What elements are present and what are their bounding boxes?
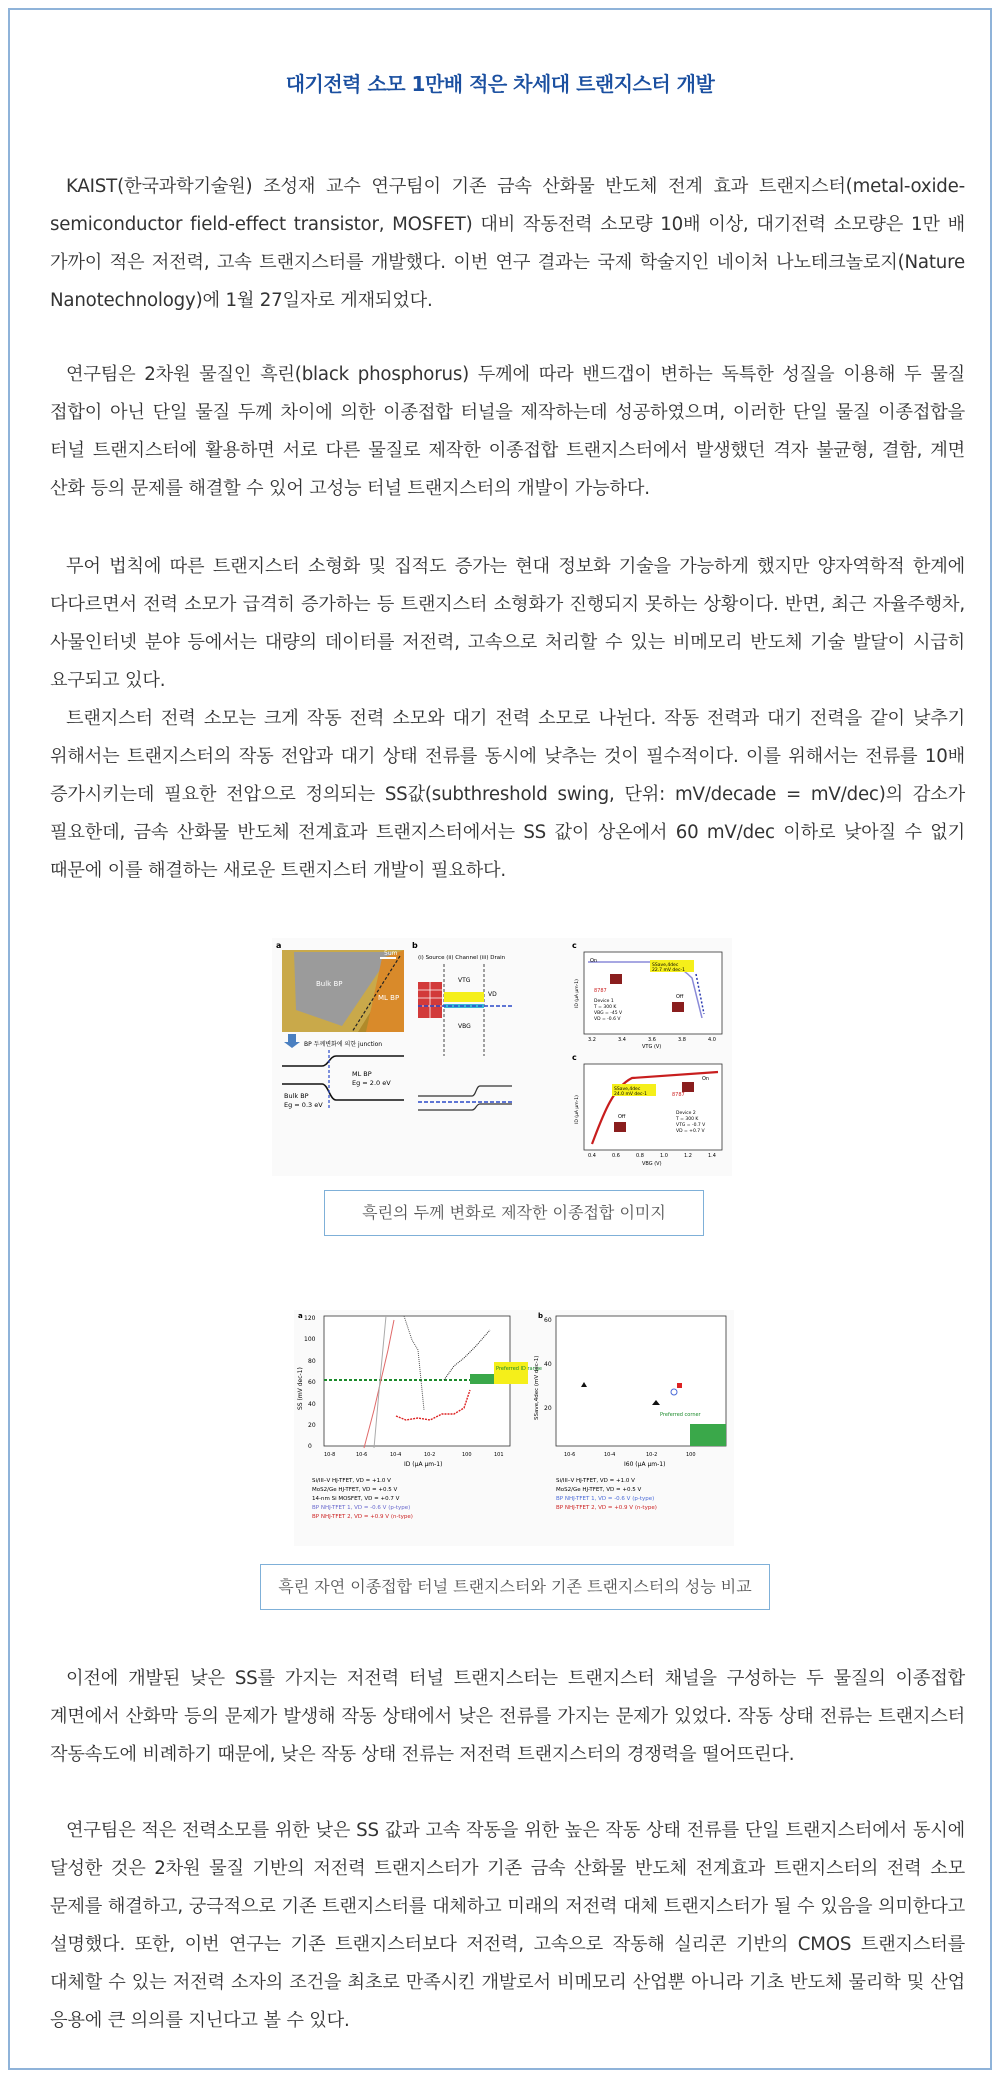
a-xtick-0: 10-8	[324, 1452, 336, 1458]
performance-figure	[294, 1310, 734, 1546]
panel-a-xticks	[324, 1452, 504, 1458]
b-ytick-1: 40	[544, 1361, 552, 1368]
preferred-corner-box	[690, 1424, 726, 1446]
panel-a-legend	[312, 1478, 413, 1520]
xlabel-1: VTG (V)	[642, 1044, 662, 1050]
ml-bp-gap-label: ML BP	[352, 1070, 372, 1078]
off-marker-1	[672, 1002, 684, 1012]
on-marker-2	[682, 1082, 694, 1092]
a-legend-4: BP NHJ-TFET 2, VD = +0.9 V (n-type)	[312, 1514, 413, 1520]
temp-label-1: T = 300 K	[594, 1005, 617, 1010]
xtick-1-0: 3.2	[588, 1037, 596, 1043]
a-ytick-5: 100	[304, 1336, 316, 1343]
bulk-bp-eg-label: Eg = 0.3 eV	[284, 1101, 323, 1109]
off-marker-2	[614, 1122, 626, 1132]
band-b-top	[418, 1086, 512, 1096]
b-xlabel: I60 (μA μm-1)	[624, 1461, 666, 1468]
a-xtick-5: 101	[494, 1452, 504, 1458]
fig2-label-b: b	[538, 1312, 544, 1320]
ss-label-1: SSave,4dec	[652, 963, 679, 968]
off-label-2: Off	[618, 1114, 626, 1120]
junction-label: BP 두께변화에 의한 junction	[304, 1041, 383, 1048]
ratio-label-2: 8787	[672, 1092, 685, 1098]
a-legend-3: BP NHJ-TFET 1, VD = -0.6 V (p-type)	[312, 1505, 411, 1511]
a-legend-0: Si/III–V HJ-TFET, VD = +1.0 V	[312, 1478, 391, 1484]
heterojunction-figure	[272, 938, 732, 1176]
temp-label-2: T = 300 K	[676, 1117, 699, 1122]
ml-bp-eg-label: Eg = 2.0 eV	[352, 1079, 391, 1087]
xtick-1-2: 3.6	[648, 1037, 656, 1043]
fig1-label-b: b	[412, 941, 418, 950]
a-ytick-6: 120	[304, 1315, 316, 1322]
paragraph-3: 무어 법칙에 따른 트랜지스터 소형화 및 집적도 증가는 현대 정보화 기술을 가능하게 했지만 양자역학적 한계에 다다르면서 전력 소모가 급격히 증가하는 등 트랜지스터 소형화가 진행되지 못하는 상황이다. 반면, 최근 자율주행차, 사물인터넷 분야 등에서는 대량의 데이터를 저전력, 고속으로 처리할 수 있는 비메모리 반도체 기술 발달이 시급히 요구되고 있다.	[50, 556, 965, 691]
b-xtick-0: 10-6	[564, 1452, 576, 1458]
paragraph-2: 연구팀은 2차원 물질인 흑린(black phosphorus) 두께에 따라 밴드갭이 변하는 독특한 성질을 이용해 두 물질 접합이 아닌 단일 물질 두께 차이에 의한 이종접합 터널을 제작하는데 성공하였으며, 이러한 단일 물질 이종접합을 터널 트랜지스터에 활용하면 서로 다른 물질로 제작한 이종접합 트랜지스터에서 발생했던 격자 불균형, 결함, 계면 산화 등의 문제를 해결할 수 있어 고성능 터널 트랜지스터의 개발이 가능하다.	[50, 364, 965, 499]
fig2-label-a: a	[298, 1312, 303, 1320]
fig1-label-a: a	[276, 941, 282, 950]
b-ylabel: SSave,4dec (mV dec-1)	[534, 1355, 540, 1420]
a-xtick-3: 10-2	[424, 1452, 436, 1458]
xtick-2-0: 0.4	[588, 1153, 596, 1159]
a-ytick-4: 80	[308, 1358, 316, 1365]
a-xtick-2: 10-4	[390, 1452, 402, 1458]
on-marker-1	[610, 974, 622, 984]
vbg-cond-1: VBG = -45 V	[594, 1011, 623, 1016]
heterojunction-figure-svg	[272, 938, 732, 1176]
b-legend-0: Si/III–V HJ-TFET, VD = +1.0 V	[556, 1478, 635, 1484]
b-xtick-2: 10-2	[646, 1452, 658, 1458]
a-xtick-4: 100	[462, 1452, 472, 1458]
preferred-range-box	[470, 1374, 494, 1384]
b-xtick-3: 100	[686, 1452, 696, 1458]
xtick-2-4: 1.2	[684, 1153, 692, 1159]
xtick-2-2: 0.8	[636, 1153, 644, 1159]
a-ytick-2: 40	[308, 1401, 316, 1408]
ratio-label-1: 8787	[594, 988, 607, 994]
performance-figure-svg	[294, 1310, 734, 1546]
a-ytick-0: 0	[308, 1443, 312, 1450]
paragraph-1: KAIST(한국과학기술원) 조성재 교수 연구팀이 기존 금속 산화물 반도체 전계 효과 트랜지스터(metal-oxide-semiconductor field-effect transistor, MOSFET) 대비 작동전력 소모량 10배 이상, 대기전력 소모량은 1만 배 가까이 적은 저전력, 고속 트랜지스터를 개발했다. 이번 연구 결과는 국제 학술지인 네이처 나노테크놀로지(Nature Nanotechnology)에 1월 27일자로 게재되었다.	[50, 176, 965, 311]
marker-nhj2	[677, 1383, 682, 1388]
xticks-1	[588, 1037, 716, 1043]
vtg-cond-2: VTG = -0.7 V	[676, 1123, 706, 1128]
xtick-1-1: 3.4	[618, 1037, 626, 1043]
a-ytick-1: 20	[308, 1422, 316, 1429]
fig1-label-c: c	[572, 941, 577, 950]
band-b-bottom	[418, 1104, 512, 1110]
a-xlabel: ID (μA μm-1)	[404, 1461, 443, 1468]
paragraph-4: 트랜지스터 전력 소모는 크게 작동 전력 소모와 대기 전력 소모로 나뉜다. 작동 전력과 대기 전력을 같이 낮추기 위해서는 트랜지스터의 작동 전압과 대기 상태 전류를 동시에 낮추는 것이 필수적이다. 이를 위해서는 전류를 10배 증가시키는데 필요한 전압으로 정의되는 SS값(subthreshold swing, 단위: mV/decade = mV/dec)의 감소가 필요한데, 금속 산화물 반도체 전계효과 트랜지스터에서는 SS 값이 상온에서 60 mV/dec 이하로 낮아질 수 없기 때문에 이를 해결하는 새로운 트랜지스터 개발이 필요하다.	[50, 708, 965, 881]
ylabel-1: ID (μA μm-1)	[575, 979, 580, 1008]
figure1-caption: 흑린의 두께 변화로 제작한 이종접합 이미지	[324, 1190, 704, 1236]
a-ylabel: SS (mV dec-1)	[297, 1367, 304, 1410]
ylabel-2: ID (μA μm-1)	[575, 1095, 580, 1124]
panel-a-yticks	[304, 1315, 316, 1450]
preferred-corner-label: Preferred corner	[660, 1412, 701, 1418]
b-legend-1: MoS2/Ge HJ-TFET, VD = +0.5 V	[556, 1487, 642, 1493]
paragraph-6: 연구팀은 적은 전력소모를 위한 낮은 SS 값과 고속 작동을 위한 높은 작동 상태 전류를 단일 트랜지스터에서 동시에 달성한 것은 2차원 물질 기반의 저전력 트랜지스터가 기존 금속 산화물 반도체 전계효과 트랜지스터의 전력 소모 문제를 해결하고, 궁극적으로 기존 트랜지스터를 대체하고 미래의 저전력 대체 트랜지스터가 될 수 있음을 의미한다고 설명했다. 또한, 이번 연구는 기존 트랜지스터보다 저전력, 고속으로 작동해 실리콘 기반의 CMOS 트랜지스터를 대체할 수 있는 저전력 소자의 조건을 최초로 만족시킨 개발로서 비메모리 산업뿐 아니라 기초 반도체 물리학 및 산업 응용에 큰 의의를 지닌다고 볼 수 있다.	[50, 1820, 965, 2031]
xlabel-2: VBG (V)	[642, 1161, 662, 1167]
panel-b-yticks	[544, 1317, 552, 1412]
b-legend-2: BP NHJ-TFET 1, VD = -0.6 V (p-type)	[556, 1496, 655, 1502]
top-gate-region	[444, 992, 484, 1002]
xtick-2-5: 1.4	[708, 1153, 716, 1159]
off-label-1: Off	[676, 994, 684, 1000]
vd-label: VD	[488, 991, 497, 998]
a-legend-1: MoS2/Ge HJ-TFET, VD = +0.5 V	[312, 1487, 398, 1493]
band-top-curve	[282, 1056, 404, 1066]
device-label-1: Device 1	[594, 999, 614, 1004]
a-xtick-1: 10-6	[356, 1452, 368, 1458]
vd-cond-1: VD = -0.6 V	[594, 1017, 621, 1022]
xtick-1-3: 3.8	[678, 1037, 686, 1043]
brick-electrode	[418, 982, 442, 1018]
ss-value-1: 22.7 mV dec-1	[652, 968, 685, 973]
article-frame	[8, 8, 992, 2070]
a-ytick-3: 60	[308, 1379, 316, 1386]
a-legend-2: 14-nm Si MOSFET, VD = +0.7 V	[312, 1496, 400, 1502]
vd-cond-2: VD = +0.7 V	[676, 1129, 705, 1134]
vtg-label: VTG	[458, 977, 471, 984]
on-label-2: On	[702, 1076, 710, 1082]
ss-label-2: SSave,4dec	[614, 1087, 641, 1092]
panel-b-legend	[556, 1478, 657, 1511]
panel-b-xticks	[564, 1452, 696, 1458]
xtick-2-1: 0.6	[612, 1153, 620, 1159]
figure2-caption: 흑린 자연 이종접합 터널 트랜지스터와 기존 트랜지스터의 성능 비교	[260, 1564, 770, 1610]
regions-label: (i) Source (ii) Channel (iii) Drain	[418, 955, 506, 961]
down-arrow-icon	[284, 1034, 300, 1048]
bulk-bp-gap-label: Bulk BP	[284, 1092, 309, 1100]
bulk-bp-label: Bulk BP	[316, 980, 343, 988]
preferred-range-label: Preferred ID range	[496, 1366, 542, 1372]
article-title: 대기전력 소모 1만배 적은 차세대 트랜지스터 개발	[285, 72, 715, 96]
xtick-1-4: 4.0	[708, 1037, 716, 1043]
b-legend-3: BP NHJ-TFET 2, VD = +0.9 V (n-type)	[556, 1505, 657, 1511]
device-label-2: Device 2	[676, 1111, 696, 1116]
b-ytick-2: 60	[544, 1317, 552, 1324]
xticks-2	[588, 1153, 716, 1159]
scale-label: 5um	[384, 950, 398, 957]
b-xtick-1: 10-4	[604, 1452, 616, 1458]
xtick-2-3: 1.0	[660, 1153, 668, 1159]
b-ytick-0: 20	[544, 1405, 552, 1412]
ml-bp-label: ML BP	[378, 994, 400, 1002]
paragraph-5: 이전에 개발된 낮은 SS를 가지는 저전력 터널 트랜지스터는 트랜지스터 채널을 구성하는 두 물질의 이종접합 계면에서 산화막 등의 문제가 발생해 작동 상태에서 낮은 전류를 가지는 문제가 있었다. 작동 상태 전류는 트랜지스터 작동속도에 비례하기 때문에, 낮은 작동 상태 전류는 저전력 트랜지스터의 경쟁력을 떨어뜨린다.	[50, 1668, 965, 1765]
ss-value-2: 24.0 mV dec-1	[614, 1092, 647, 1097]
fig1-label-c2: c	[572, 1053, 577, 1062]
vbg-label: VBG	[458, 1023, 471, 1030]
on-label-1: On	[590, 958, 598, 964]
